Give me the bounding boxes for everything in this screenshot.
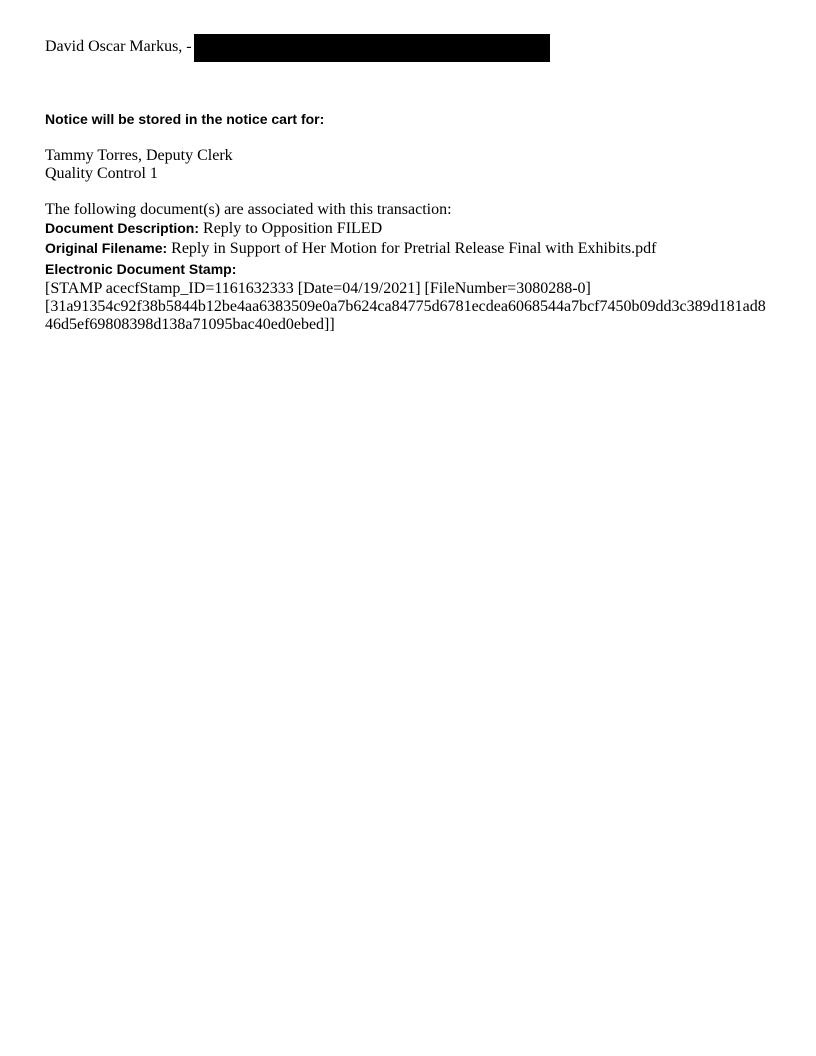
notice-person: Tammy Torres, Deputy Clerk	[45, 147, 233, 164]
original-filename-line	[45, 239, 656, 258]
recipient-name: David Oscar Markus, -	[45, 38, 192, 55]
original-filename-value: Reply in Support of Her Motion for Pretrial Release Final with Exhibits.pdf	[167, 240, 657, 257]
notice-heading: Notice will be stored in the notice cart for:	[45, 111, 325, 127]
stamp-line-1: [STAMP acecfStamp_ID=1161632333 [Date=04/19/2021] [FileNumber=3080288-0]	[45, 280, 591, 297]
redaction-block	[194, 34, 550, 62]
stamp-line-2: [31a91354c92f38b5844b12be4aa6383509e0a7b624ca84775d6781ecdea6068544a7bcf7450b09dd3c389d181ad8	[45, 298, 766, 315]
document-description-label: Document Description:	[45, 220, 200, 236]
stamp-line-3: 46d5ef69808398d138a71095bac40ed0ebed]]	[45, 316, 335, 333]
document-description-line	[45, 219, 382, 238]
recipient-line	[45, 38, 192, 56]
notice-queue: Quality Control 1	[45, 165, 158, 182]
original-filename-label: Original Filename:	[45, 240, 168, 256]
electronic-stamp-label: Electronic Document Stamp:	[45, 261, 237, 277]
documents-intro: The following document(s) are associated with this transaction:	[45, 201, 452, 218]
document-description-value: Reply to Opposition FILED	[199, 220, 383, 237]
